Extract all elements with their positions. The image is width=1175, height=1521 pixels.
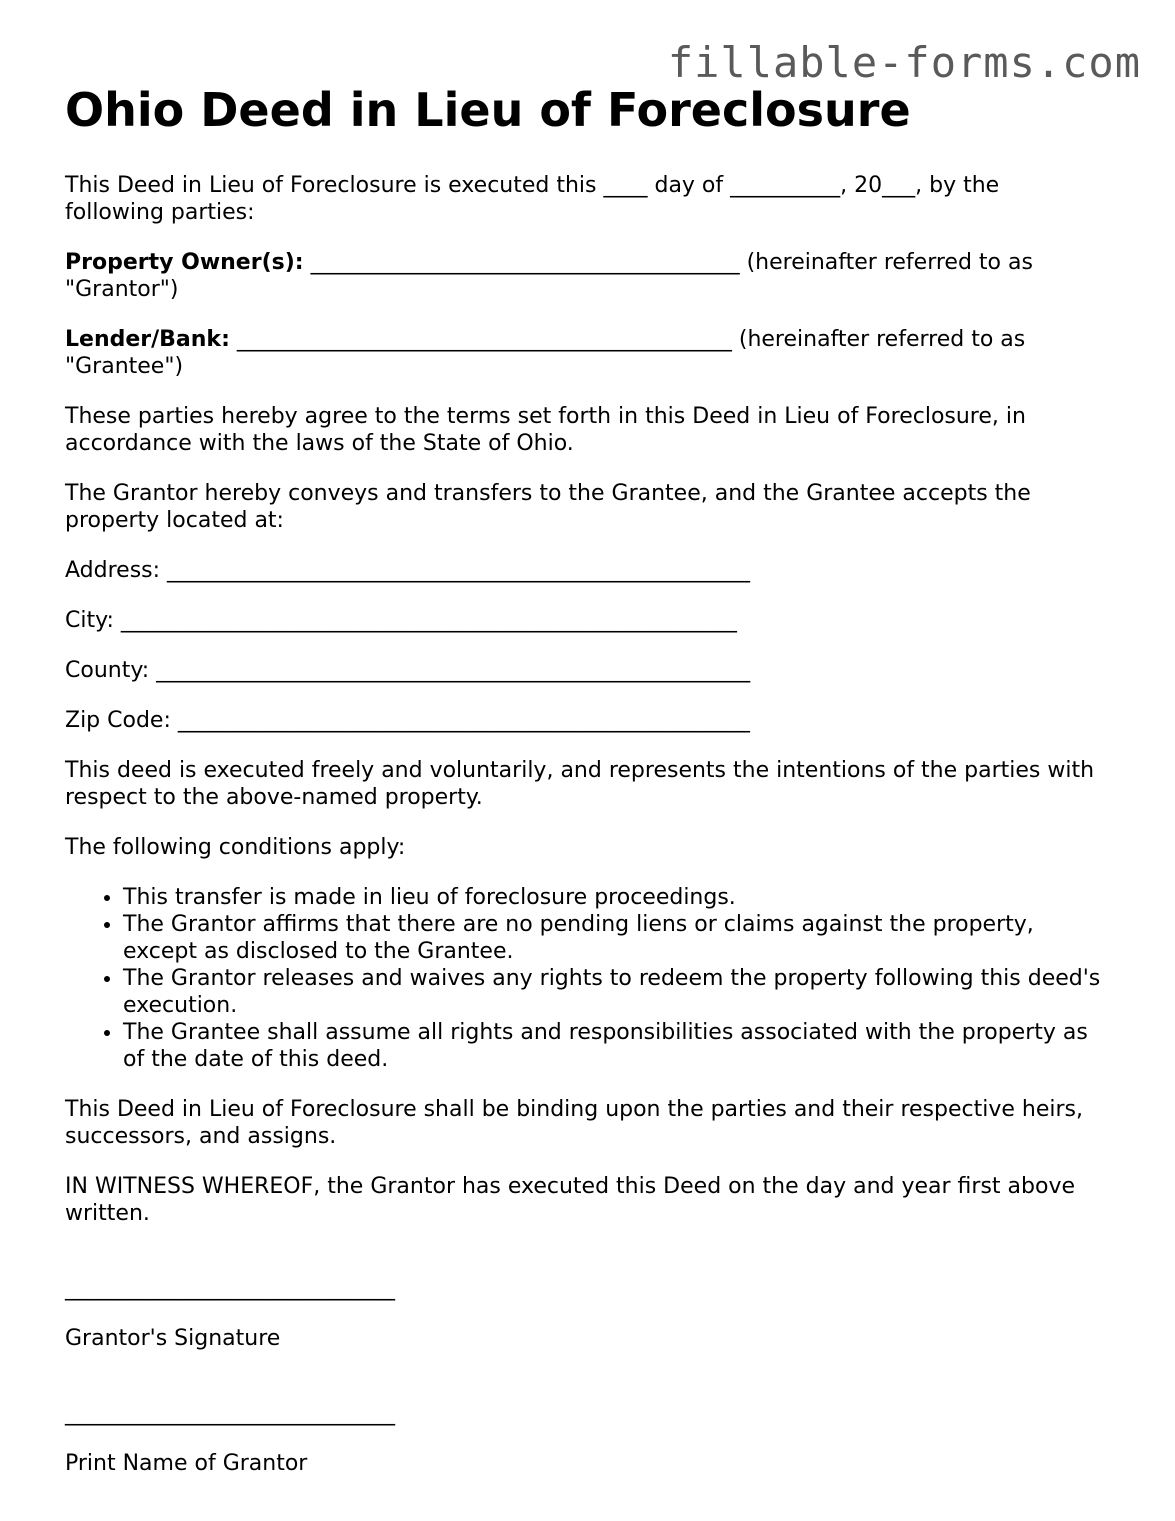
document-page bbox=[65, 84, 1105, 1500]
conveyance-paragraph: The Grantor hereby conveys and transfers to the Grantee, and the Grantee accepts the property located at: bbox=[65, 481, 1031, 533]
conditions-intro: The following conditions apply: bbox=[65, 835, 406, 860]
binding-paragraph: This Deed in Lieu of Foreclosure shall be binding upon the parties and their respective heirs, successors, and assigns. bbox=[65, 1097, 1083, 1149]
agreement-paragraph: These parties hereby agree to the terms set forth in this Deed in Lieu of Foreclosure, in accordance with the laws of the State of Ohio. bbox=[65, 404, 1026, 456]
intro-paragraph: This Deed in Lieu of Foreclosure is executed this ____ day of __________, 20___, by the following parties: bbox=[65, 173, 1000, 225]
watermark-text: fillable-forms.com bbox=[667, 38, 1141, 87]
condition-item: • The Grantor releases and waives any rights to redeem the property following this deed's execution. bbox=[123, 965, 1105, 1019]
lender-bank-label: Lender/Bank: bbox=[65, 327, 230, 352]
grantor-print-name-label: Print Name of Grantor bbox=[65, 1451, 308, 1476]
property-owner-field bbox=[65, 249, 1105, 303]
grantor-signature-label: Grantor's Signature bbox=[65, 1326, 281, 1351]
document-title: Ohio Deed in Lieu of Foreclosure bbox=[65, 83, 911, 137]
property-owner-label: Property Owner(s): bbox=[65, 250, 304, 275]
grantor-signature-line: ______________________________ bbox=[65, 1276, 395, 1301]
address-field: Address: _____________________________________________________ bbox=[65, 558, 751, 583]
county-field: County: ______________________________________________________ bbox=[65, 658, 751, 683]
property-owner-blank: _______________________________________ (hereinafter referred to as "Grantor") bbox=[65, 250, 1033, 302]
condition-item: • The Grantor affirms that there are no pending liens or claims against the property, except as disclosed to the Grantee. bbox=[123, 911, 1105, 965]
conditions-list bbox=[65, 884, 1105, 1073]
condition-item: • This transfer is made in lieu of foreclosure proceedings. bbox=[123, 884, 1105, 911]
city-field: City: ________________________________________________________ bbox=[65, 608, 737, 633]
zip-code-field: Zip Code: ____________________________________________________ bbox=[65, 708, 750, 733]
witness-paragraph: IN WITNESS WHEREOF, the Grantor has executed this Deed on the day and year first above written. bbox=[65, 1174, 1076, 1226]
grantor-print-name-line: ______________________________ bbox=[65, 1401, 395, 1426]
lender-bank-field bbox=[65, 326, 1105, 380]
lender-bank-blank: _____________________________________________ (hereinafter referred to as "Grantee") bbox=[65, 327, 1026, 379]
condition-item: • The Grantee shall assume all rights and responsibilities associated with the property as of the date of this deed. bbox=[123, 1019, 1105, 1073]
voluntary-paragraph: This deed is executed freely and voluntarily, and represents the intentions of the parties with respect to the above-named property. bbox=[65, 758, 1095, 810]
